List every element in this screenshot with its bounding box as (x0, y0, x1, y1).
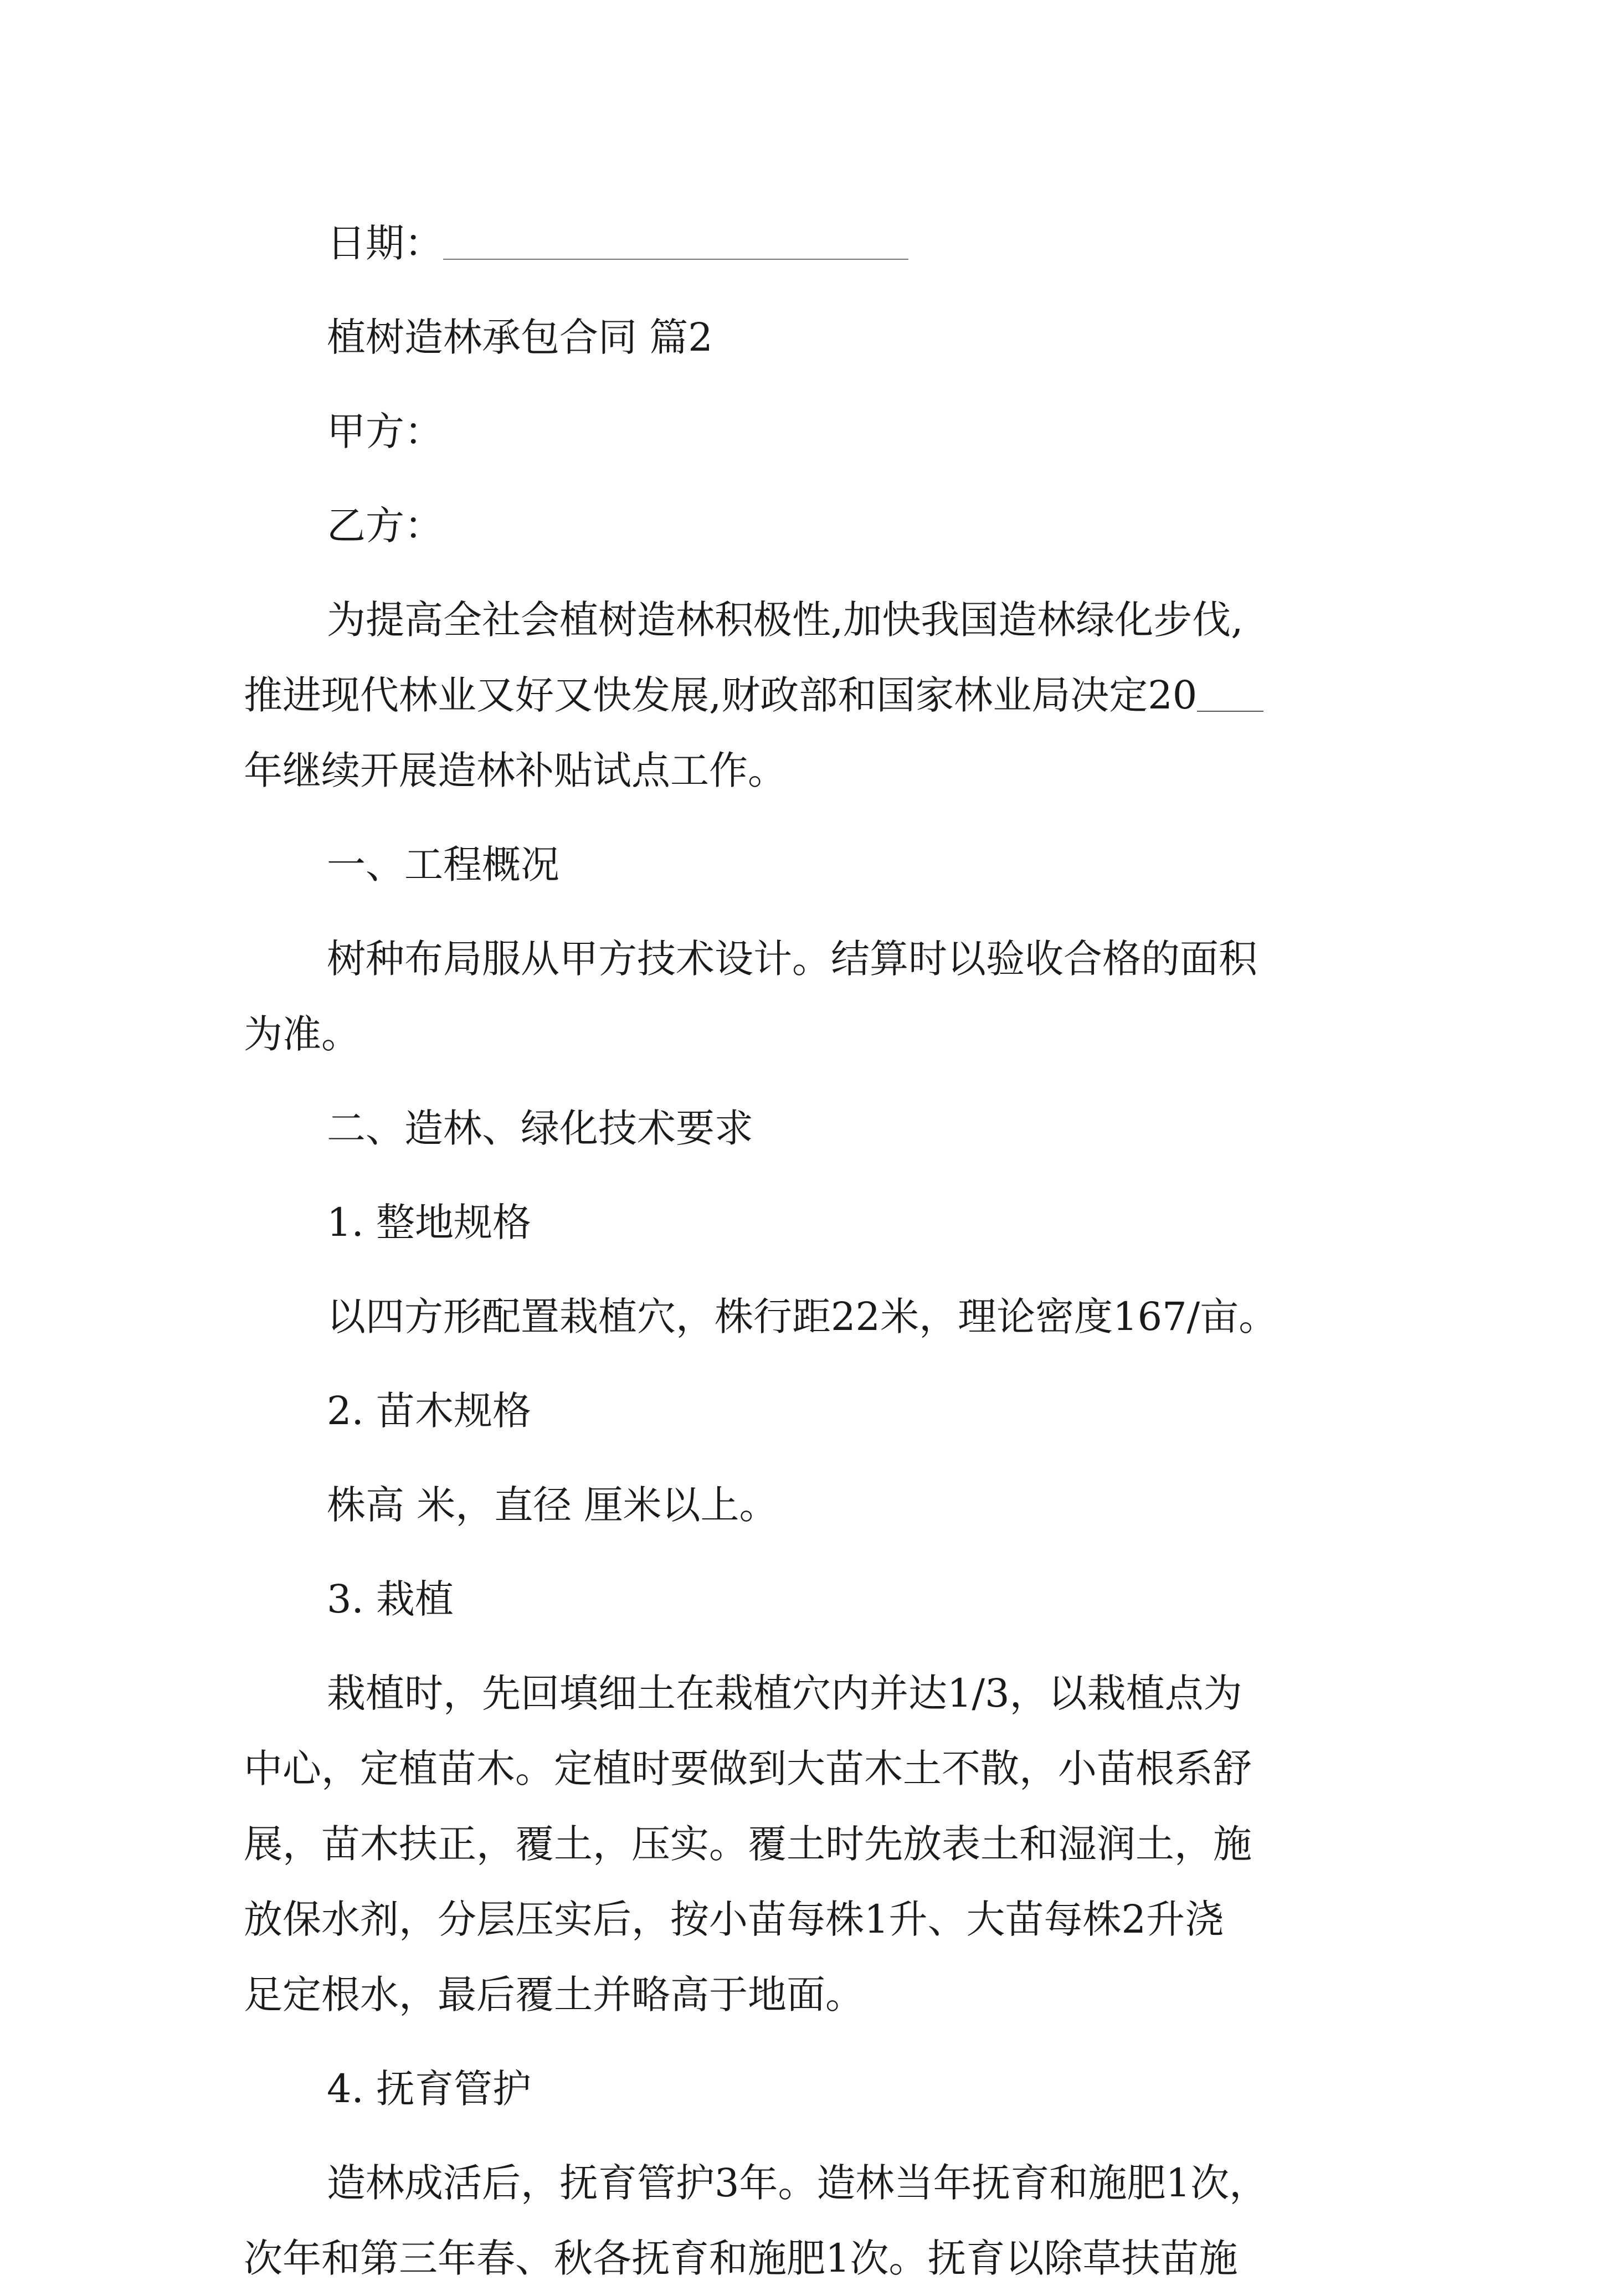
item-1-heading: 1. 整地规格 (327, 1200, 532, 1245)
intro-line-3: 年继续开展造林补贴试点工作。 (244, 748, 787, 793)
item-2-text: 株高 米，直径 厘米以上。 (327, 1482, 778, 1528)
item-3-line-1: 栽植时，先回填细土在栽植穴内并达1/3，以栽植点为 (327, 1671, 1242, 1716)
party-a-label: 甲方： (327, 409, 443, 454)
item-3-heading: 3. 栽植 (327, 1576, 454, 1622)
item-4-line-1: 造林成活后，抚育管护3年。造林当年抚育和施肥1次， (327, 2160, 1268, 2206)
contract-text (244, 206, 1368, 2296)
intro-line-2-text: 推进现代林业又好又快发展,财政部和国家林业局决定20 (244, 672, 1198, 718)
item-3-line-3: 展，苗木扶正，覆土，压实。覆土时先放表土和湿润土，施 (244, 1821, 1252, 1867)
date-label: 日期： (327, 220, 443, 266)
section-1-heading: 一、工程概况 (327, 842, 559, 887)
party-b-label: 乙方： (327, 503, 443, 548)
section-1-line-1: 树种布局服从甲方技术设计。结算时以验收合格的面积 (327, 936, 1257, 982)
item-3-line-4: 放保水剂，分层压实后，按小苗每株1升、大苗每株2升浇 (244, 1897, 1224, 1942)
item-1-text: 以四方形配置栽植穴，株行距22米，理论密度167/亩。 (327, 1294, 1278, 1339)
intro-line-1: 为提高全社会植树造林积极性,加快我国造林绿化步伐, (327, 597, 1244, 643)
intro-line-2 (244, 658, 1368, 733)
date-field[interactable] (443, 225, 908, 260)
item-4-heading: 4. 抚育管护 (327, 2066, 532, 2112)
section-2-heading: 二、造林、绿化技术要求 (327, 1106, 753, 1151)
date-line (244, 206, 1368, 281)
contract-title: 植树造林承包合同 篇2 (327, 315, 713, 360)
item-4-line-2: 次年和第三年春、秋各抚育和施肥1次。抚育以除草扶苗施 (244, 2236, 1238, 2281)
section-1-line-2: 为准。 (244, 1011, 360, 1057)
item-3-line-2: 中心，定植苗木。定植时要做到大苗木土不散，小苗根系舒 (244, 1746, 1252, 1791)
item-2-heading: 2. 苗木规格 (327, 1388, 532, 1434)
year-field[interactable] (1197, 677, 1263, 712)
item-3-line-5: 足定根水，最后覆土并略高于地面。 (244, 1972, 864, 2017)
